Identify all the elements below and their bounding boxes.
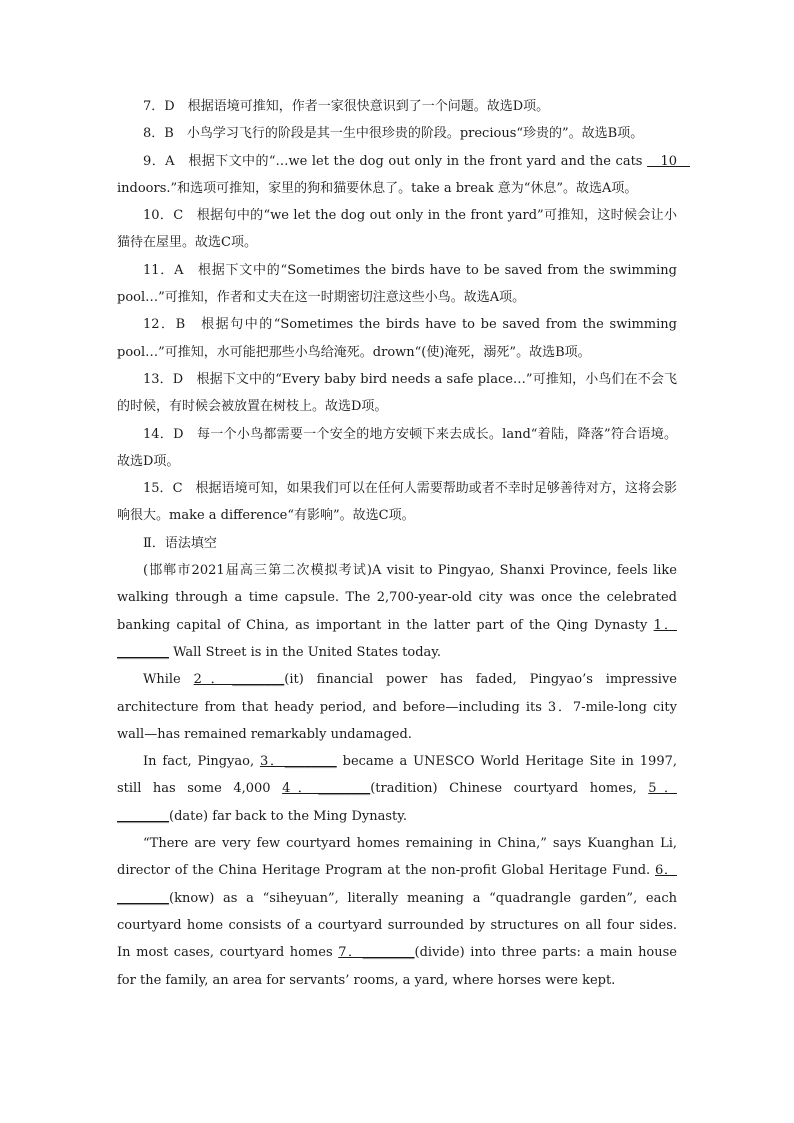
answer-q9-post: indoors.”和选项可推知，家里的狗和猫要休息了。take a break 意为“休息”。故选A项。 bbox=[117, 180, 638, 196]
passage-paragraph-1 bbox=[117, 557, 677, 666]
passage-p3-mid: became a UNESCO World Heritage Site in 1997, still has some 4,000 bbox=[117, 754, 677, 797]
answer-q14: 14．D 每一个小鸟都需要一个安全的地方安顿下来去成长。land“着陆，降落”符合语境。故选D项。 bbox=[117, 426, 677, 469]
blank-3: 3．________ bbox=[259, 754, 337, 770]
answer-q9 bbox=[117, 148, 691, 203]
answer-q9-pre: 9．A 根据下文中的“…we let the dog out only in the front yard and the cats bbox=[143, 153, 648, 169]
passage-p3-mid2: (tradition) Chinese courtyard homes, bbox=[370, 781, 649, 797]
passage-p4-text2: (know) as a “siheyuan”, literally meaning a “quadrangle garden”, each courtyard home consists of a courtyard surrounded by structures on all four sides. In most cases, courtyard homes bbox=[117, 890, 677, 961]
answer-q10: 10．C 根据句中的“we let the dog out only in the front yard”可推知，这时候会让小猫待在屋里。故选C项。 bbox=[117, 208, 677, 251]
blank-4: 4．________ bbox=[282, 781, 371, 797]
blank-5: 5．________ bbox=[117, 781, 677, 824]
answer-q15: 15．C 根据语境可知，如果我们可以在任何人需要帮助或者不幸时足够善待对方，这将会影响很大。make a difference“有影响”。故选C项。 bbox=[117, 481, 677, 524]
passage-p4-text3: (divide) into three parts: a main house for the family, an area for servants’ rooms, a yard, where horses were kept. bbox=[117, 945, 678, 988]
blank-6: 6．________ bbox=[117, 863, 677, 906]
passage-p2-text: (it) financial power has faded, Pingyao’s impressive architecture from that heady period, and before—including its 3．7-mile-long city wall—has remained remarkably undamaged. bbox=[117, 672, 677, 742]
answer-q8: 8．B 小鸟学习飞行的阶段是其一生中很珍贵的阶段。precious“珍贵的”。故选B项。 bbox=[143, 126, 644, 142]
answer-q12: 12．B 根据句中的“Sometimes the birds have to be saved from the swimming pool…”可推知，水可能把那些小鸟给淹死。drown“(使)淹死，溺死”。故选B项。 bbox=[117, 317, 677, 360]
passage-source: (邯郸市2021届高三第二次模拟考试) bbox=[143, 563, 373, 579]
blank-7: 7．________ bbox=[338, 945, 415, 961]
passage-p3-head: In fact, Pingyao, bbox=[143, 754, 260, 770]
passage-p1-text: A visit to Pingyao, Shanxi Province, feels like walking through a time capsule. The 2,700-year-old city was once the celebrated banking capital of China, as important in the latter part of the Qing Dynasty bbox=[117, 563, 677, 633]
passage-paragraph-3 bbox=[117, 748, 677, 830]
blank-2: 2．________ bbox=[193, 672, 285, 688]
document-page bbox=[117, 93, 691, 994]
answer-q7: 7．D 根据语境可推知，作者一家很快意识到了一个问题。故选D项。 bbox=[143, 99, 550, 114]
passage-p1-tail: Wall Street is in the United States today. bbox=[169, 644, 442, 660]
passage-p3-tail: (date) far back to the Ming Dynasty. bbox=[169, 808, 407, 824]
section-heading: Ⅱ．语法填空 bbox=[143, 535, 217, 551]
passage-paragraph-2 bbox=[117, 666, 677, 748]
answer-q11: 11．A 根据下文中的“Sometimes the birds have to be saved from the swimming pool…”可推知，作者和丈夫在这一时期密切注意这些小鸟。故选A项。 bbox=[117, 262, 677, 306]
passage-paragraph-4 bbox=[117, 830, 677, 994]
passage-p4-text1: “There are very few courtyard homes remaining in China,” says Kuanghan Li, director of the China Heritage Program at the non-profit Global Heritage Fund. bbox=[117, 836, 677, 879]
answer-q13: 13．D 根据下文中的“Every baby bird needs a safe place…”可推知，小鸟们在不会飞的时候，有时候会被放置在树枝上。故选D项。 bbox=[117, 371, 677, 415]
blank-1: 1．________ bbox=[117, 617, 677, 660]
passage-p2-head: While bbox=[143, 672, 194, 688]
answer-q9-blank: 10 bbox=[647, 153, 691, 169]
